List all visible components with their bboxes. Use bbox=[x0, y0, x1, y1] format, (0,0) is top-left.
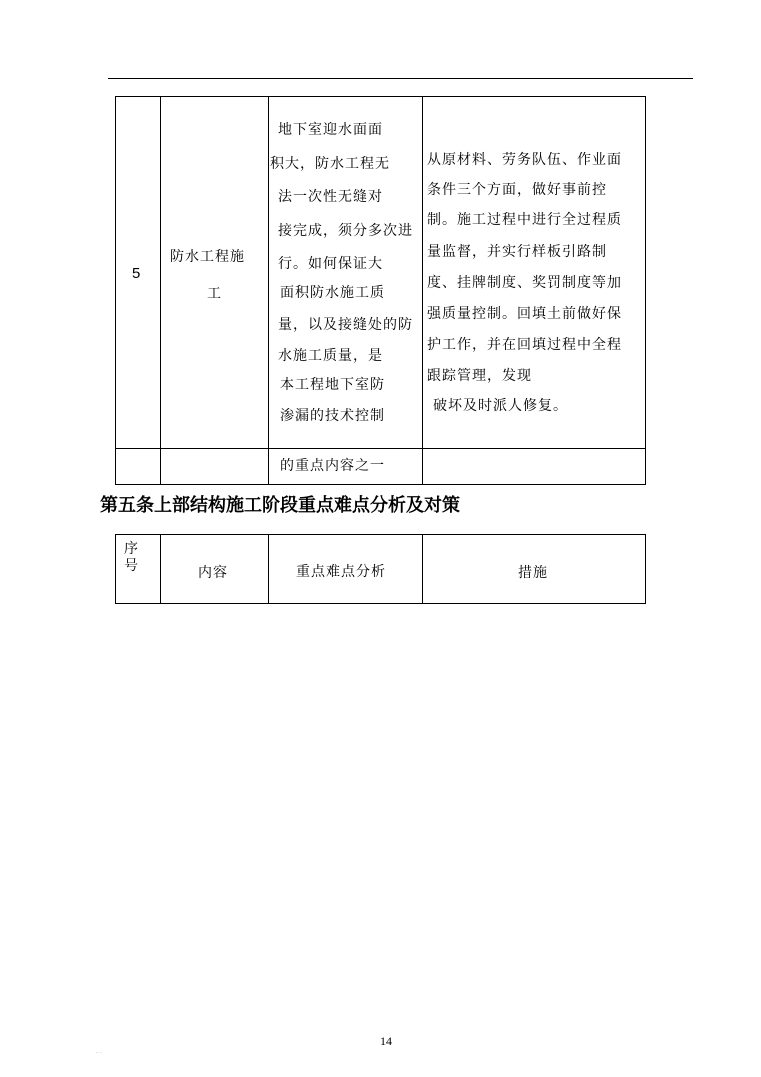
row-number: 5 bbox=[132, 265, 142, 282]
table2-col-border bbox=[115, 534, 116, 604]
analysis-text: 渗漏的技术控制 bbox=[280, 408, 385, 424]
header-serial-number: 序 bbox=[124, 541, 139, 557]
analysis-continuation-text: 的重点内容之一 bbox=[280, 458, 385, 474]
measures-text: 从原材料、劳务队伍、作业面 bbox=[427, 152, 622, 168]
analysis-text: 行。如何保证大 bbox=[278, 256, 383, 272]
header-serial-number: 号 bbox=[124, 558, 139, 574]
measures-text: 量监督，并实行样板引路制 bbox=[427, 244, 607, 260]
table1-col-border bbox=[115, 96, 116, 485]
table1-col-border bbox=[160, 96, 161, 485]
measures-text: 条件三个方面，做好事前控 bbox=[427, 182, 607, 198]
page-number: 14 bbox=[380, 1034, 392, 1048]
measures-text: 强质量控制。回填土前做好保 bbox=[427, 306, 622, 322]
table2-top-border bbox=[115, 534, 646, 535]
measures-text: 护工作，并在回填过程中全程 bbox=[427, 337, 622, 353]
table1-row-divider bbox=[115, 448, 646, 449]
table1-col-border bbox=[268, 96, 269, 485]
analysis-text: 地下室迎水面面 bbox=[278, 122, 383, 138]
table1-col-border bbox=[645, 96, 646, 485]
analysis-text: 接完成，须分多次进 bbox=[278, 223, 413, 239]
table2-col-border bbox=[422, 534, 423, 604]
table2-col-border bbox=[645, 534, 646, 604]
analysis-text: 量，以及接缝处的防 bbox=[278, 317, 413, 333]
corner-mark: . . bbox=[96, 1048, 102, 1055]
analysis-text: 本工程地下室防 bbox=[280, 377, 385, 393]
table1-col-border bbox=[422, 96, 423, 485]
content-text: 防水工程施 bbox=[170, 249, 245, 265]
header-content: 内容 bbox=[198, 565, 228, 581]
section-heading: 第五条上部结构施工阶段重点难点分析及对策 bbox=[100, 495, 460, 516]
table1-bottom-border bbox=[115, 484, 646, 485]
analysis-text: 面积防水施工质 bbox=[280, 285, 385, 301]
header-measures: 措施 bbox=[518, 565, 548, 581]
measures-text: 跟踪管理，发现 bbox=[427, 368, 532, 384]
analysis-text: 水施工质量，是 bbox=[278, 348, 383, 364]
table2-bottom-border bbox=[115, 603, 646, 604]
analysis-text: 法一次性无缝对 bbox=[278, 189, 383, 205]
analysis-text: 积大，防水工程无 bbox=[270, 156, 390, 172]
table2-col-border bbox=[268, 534, 269, 604]
table1-top-border bbox=[115, 96, 646, 97]
header-analysis: 重点难点分析 bbox=[296, 564, 386, 580]
measures-text: 破坏及时派人修复。 bbox=[433, 398, 568, 414]
measures-text: 度、挂牌制度、奖罚制度等加 bbox=[427, 275, 622, 291]
content-text: 工 bbox=[207, 286, 222, 302]
table2-col-border bbox=[160, 534, 161, 604]
header-rule bbox=[108, 78, 693, 79]
measures-text: 制。施工过程中进行全过程质 bbox=[427, 212, 622, 228]
